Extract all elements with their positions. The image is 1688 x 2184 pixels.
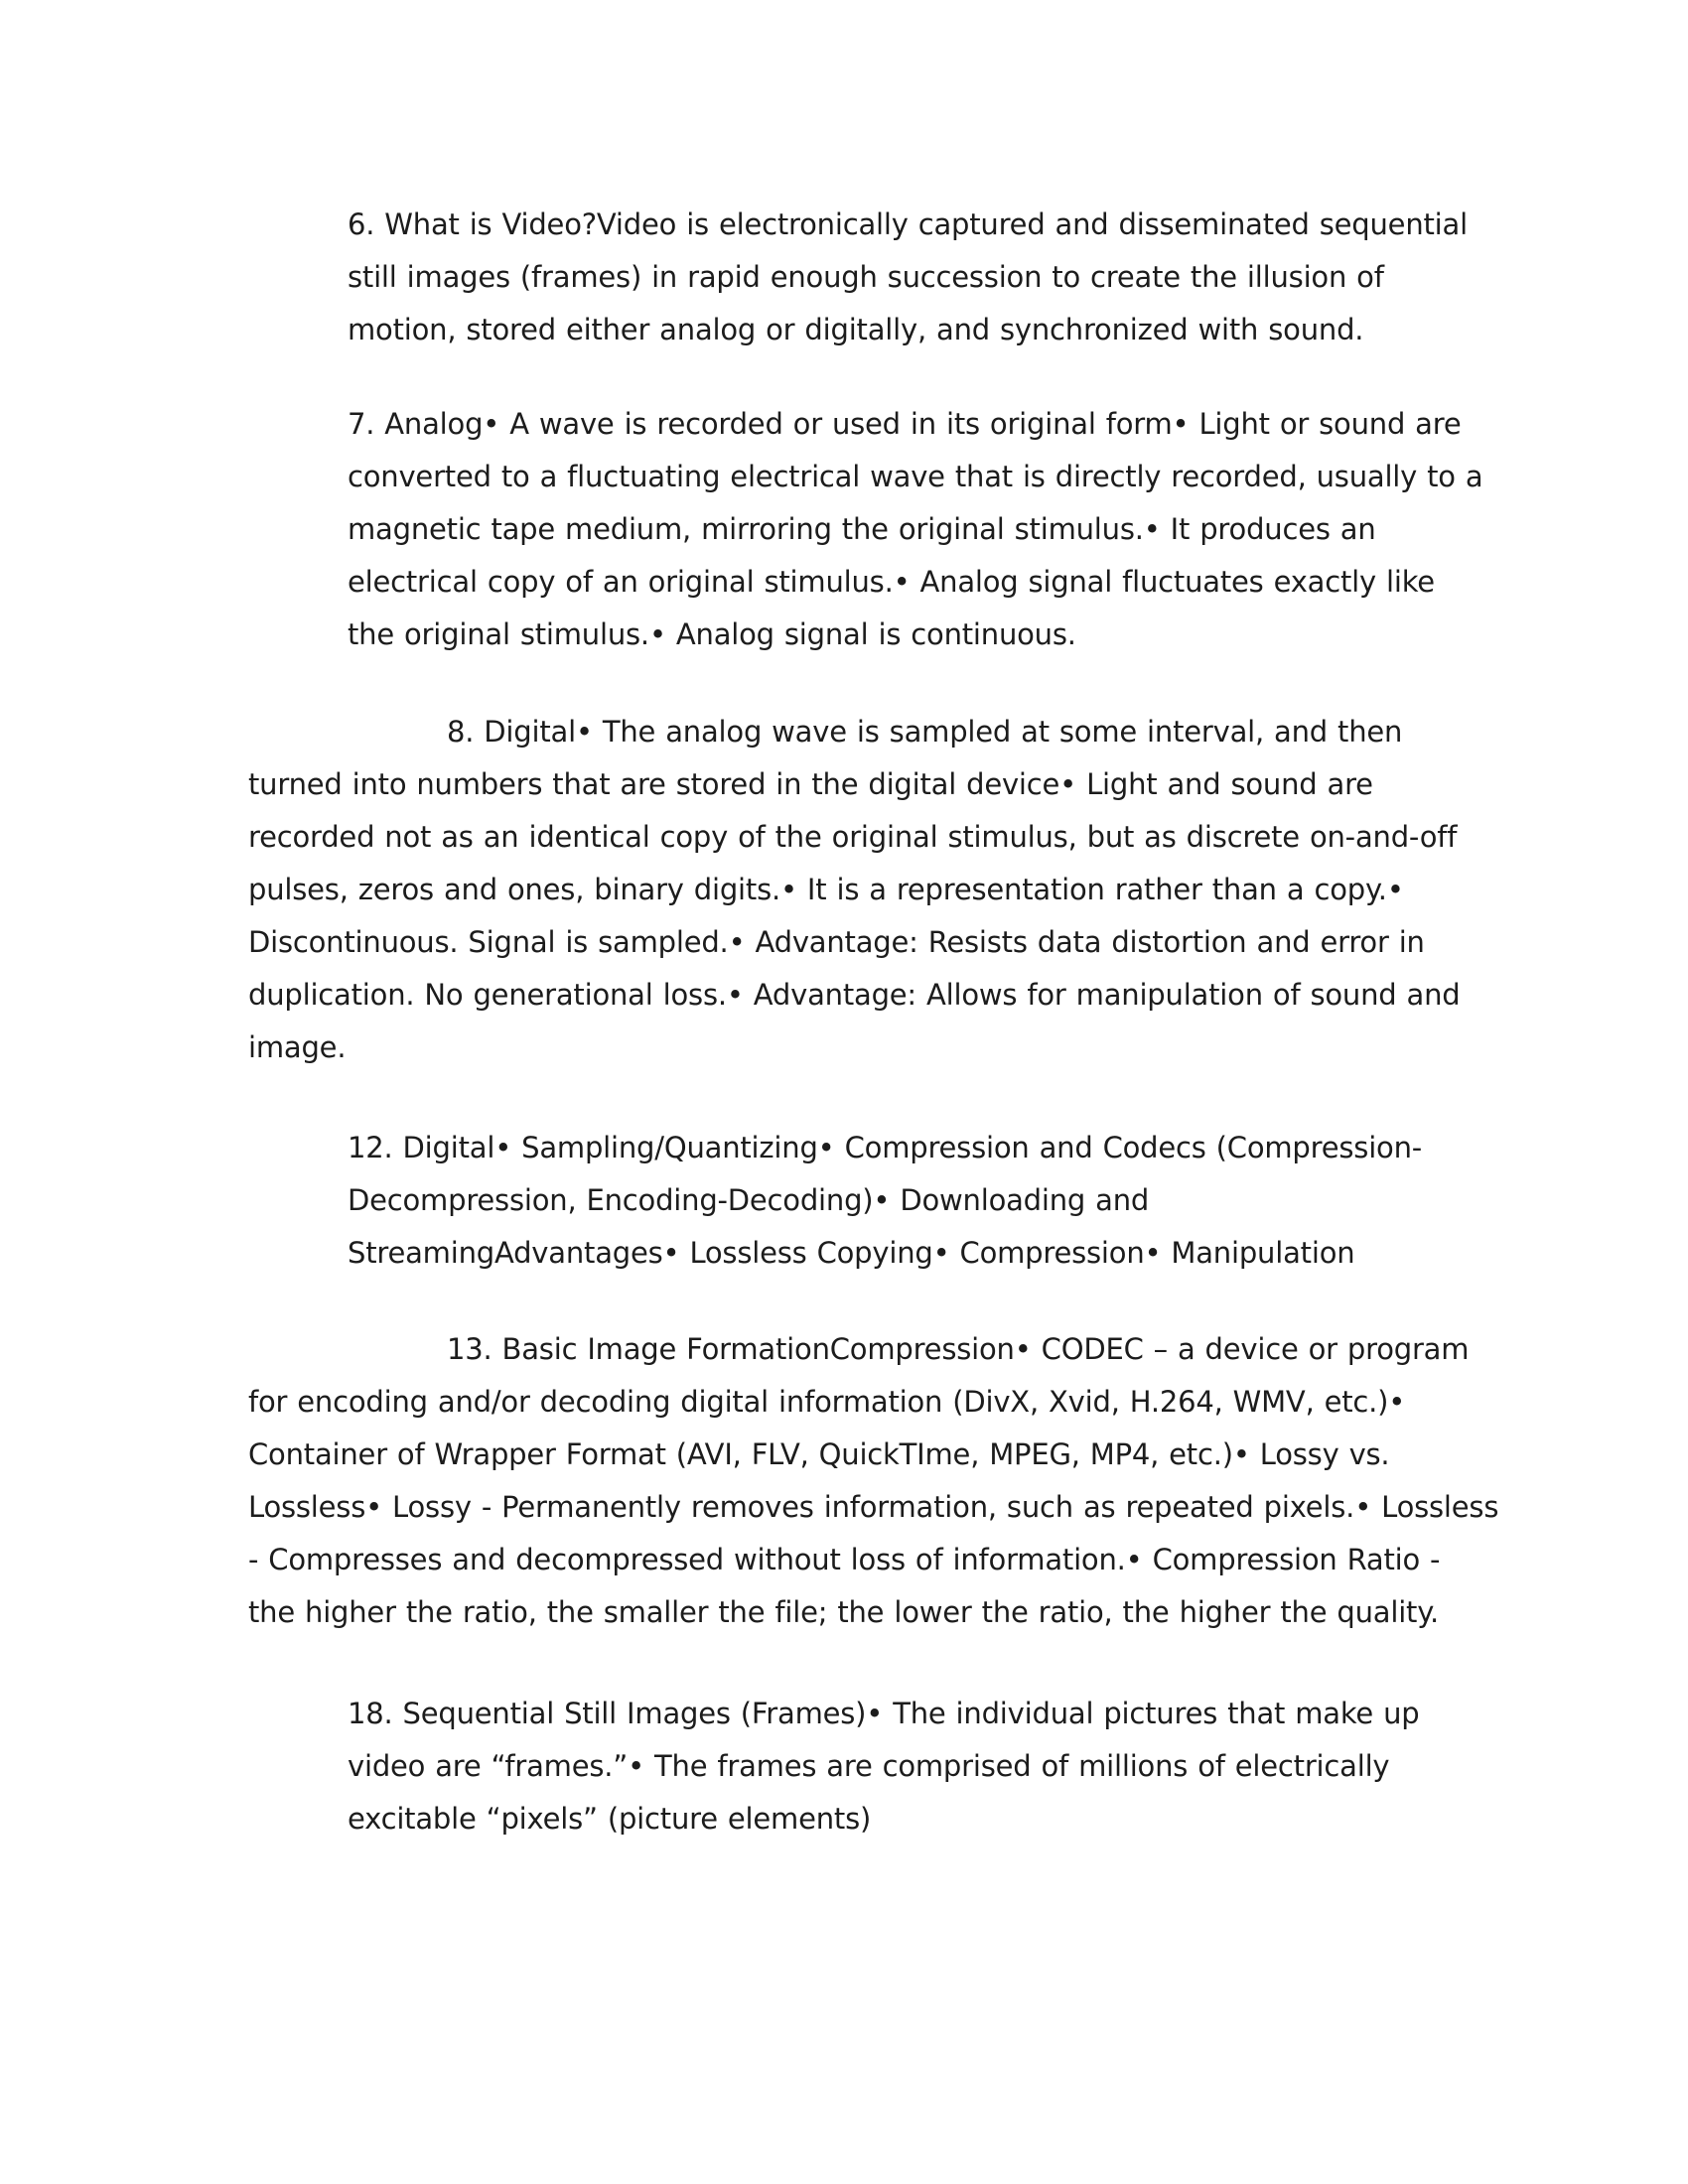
paragraph-line: converted to a fluctuating electrical wave that is directly recorded, usually to a <box>348 460 1483 493</box>
paragraph-8-digital <box>248 706 1461 1074</box>
paragraph-line: Discontinuous. Signal is sampled.• Advantage: Resists data distortion and error in <box>248 925 1425 959</box>
paragraph-line: StreamingAdvantages• Lossless Copying• Compression• Manipulation <box>348 1236 1355 1270</box>
paragraph-line: Container of Wrapper Format (AVI, FLV, QuickTIme, MPEG, MP4, etc.)• Lossy vs. <box>248 1437 1390 1471</box>
paragraph-line: image. <box>248 1030 347 1064</box>
paragraph-line: the original stimulus.• Analog signal is continuous. <box>348 617 1076 651</box>
paragraph-line: 8. Digital• The analog wave is sampled at some interval, and then <box>447 715 1403 749</box>
paragraph-line: electrical copy of an original stimulus.• Analog signal fluctuates exactly like <box>348 565 1435 599</box>
paragraph-line: video are “frames.”• The frames are comprised of millions of electrically <box>348 1749 1390 1783</box>
paragraph-line: for encoding and/or decoding digital information (DivX, Xvid, H.264, WMV, etc.)• <box>248 1385 1406 1419</box>
paragraph-line: pulses, zeros and ones, binary digits.• It is a representation rather than a copy.• <box>248 873 1404 906</box>
paragraph-line: - Compresses and decompressed without loss of information.• Compression Ratio - <box>248 1543 1441 1576</box>
paragraph-line: 12. Digital• Sampling/Quantizing• Compression and Codecs (Compression- <box>348 1131 1423 1164</box>
paragraph-line: turned into numbers that are stored in the digital device• Light and sound are <box>248 767 1373 801</box>
paragraph-line: 7. Analog• A wave is recorded or used in its original form• Light or sound are <box>348 407 1462 441</box>
paragraph-line: recorded not as an identical copy of the original stimulus, but as discrete on-and-off <box>248 820 1458 854</box>
paragraph-line: motion, stored either analog or digitally, and synchronized with sound. <box>348 313 1364 346</box>
paragraph-line: duplication. No generational loss.• Advantage: Allows for manipulation of sound and <box>248 978 1461 1012</box>
paragraph-line: the higher the ratio, the smaller the file; the lower the ratio, the higher the quality. <box>248 1595 1440 1629</box>
paragraph-line: 18. Sequential Still Images (Frames)• The individual pictures that make up <box>348 1697 1420 1730</box>
paragraph-line: 13. Basic Image FormationCompression• CODEC – a device or program <box>447 1332 1470 1366</box>
paragraph-line: Lossless• Lossy - Permanently removes information, such as repeated pixels.• Lossless <box>248 1490 1499 1524</box>
paragraph-12-digital <box>348 1122 1450 1280</box>
paragraph-line: still images (frames) in rapid enough succession to create the illusion of <box>348 260 1384 294</box>
paragraph-line: Decompression, Encoding-Decoding)• Downloading and <box>348 1183 1150 1217</box>
paragraph-6-what-is-video <box>348 199 1468 356</box>
paragraph-line: 6. What is Video?Video is electronically captured and disseminated sequential <box>348 207 1468 241</box>
paragraph-18-sequential-still-images <box>348 1688 1450 1845</box>
paragraph-7-analog <box>348 398 1483 661</box>
paragraph-13-basic-image-formation <box>248 1323 1499 1639</box>
paragraph-line: magnetic tape medium, mirroring the original stimulus.• It produces an <box>348 512 1376 546</box>
paragraph-line: excitable “pixels” (picture elements) <box>348 1802 872 1836</box>
